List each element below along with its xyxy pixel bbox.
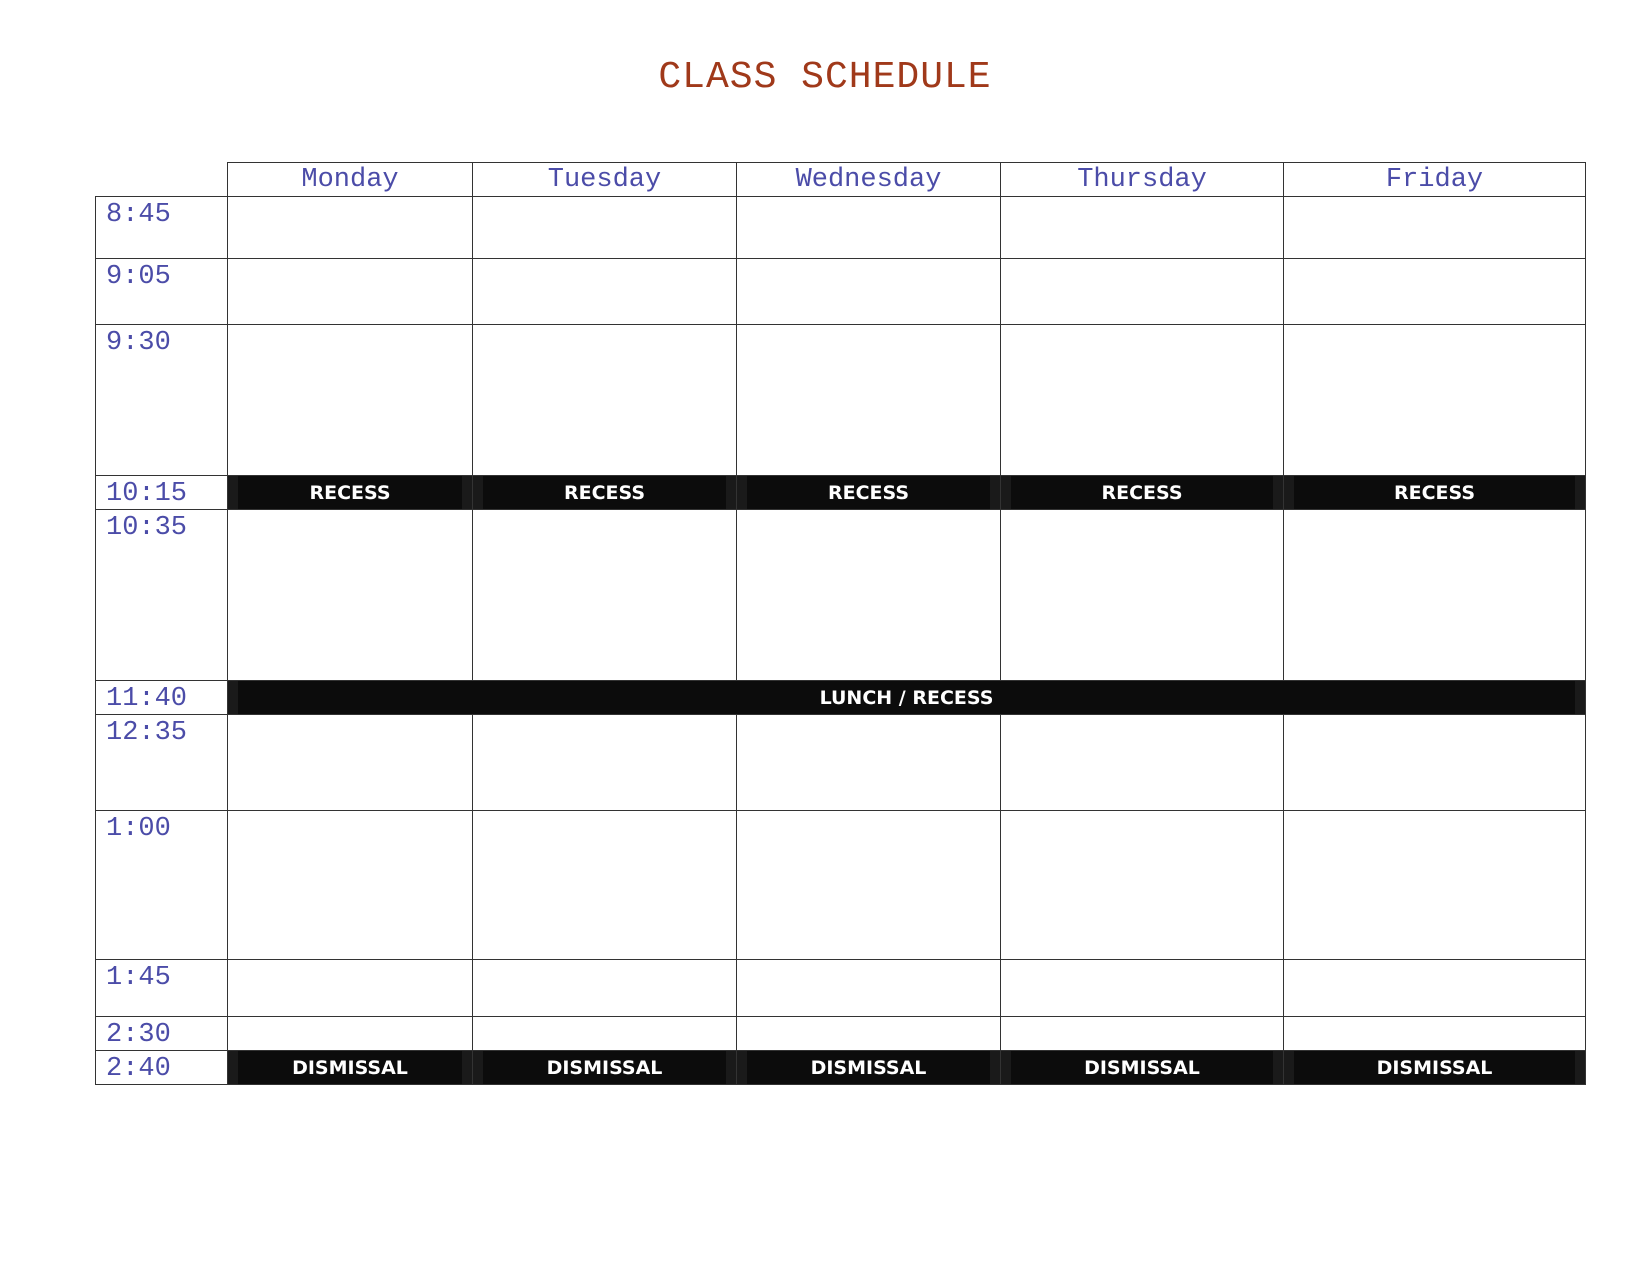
recess-bar-monday [228,476,473,510]
recess-bar-thursday [1001,476,1284,510]
schedule-cell-friday[interactable] [1284,197,1586,259]
schedule-cell-thursday[interactable] [1001,960,1284,1017]
bar-label: DISMISSAL [546,1056,663,1079]
schedule-row [96,197,1586,259]
schedule-cell-monday[interactable] [228,811,473,960]
schedule-cell-friday[interactable] [1284,1017,1586,1051]
time-label: 9:30 [96,325,228,476]
schedule-cell-tuesday[interactable] [473,811,737,960]
bar-label: DISMISSAL [810,1056,927,1079]
schedule-cell-friday[interactable] [1284,325,1586,476]
schedule-cell-wednesday[interactable] [737,811,1001,960]
bar-label: RECESS [1393,481,1476,504]
dismissal-bar-tuesday [473,1051,737,1085]
schedule-row [96,960,1586,1017]
schedule-cell-monday[interactable] [228,510,473,681]
schedule-cell-tuesday[interactable] [473,325,737,476]
schedule-row [96,681,1586,715]
schedule-cell-thursday[interactable] [1001,811,1284,960]
schedule-cell-wednesday[interactable] [737,197,1001,259]
schedule-cell-tuesday[interactable] [473,715,737,811]
schedule-cell-thursday[interactable] [1001,1017,1284,1051]
time-label: 8:45 [96,197,228,259]
recess-bar-friday [1284,476,1586,510]
schedule-cell-wednesday[interactable] [737,259,1001,325]
bar-label: LUNCH / RECESS [819,686,994,709]
time-label: 12:35 [96,715,228,811]
schedule-cell-wednesday[interactable] [737,325,1001,476]
schedule-cell-wednesday[interactable] [737,510,1001,681]
day-header-friday: Friday [1284,163,1586,197]
day-header-wednesday: Wednesday [737,163,1001,197]
schedule-table [95,162,1586,1085]
lunch-recess-bar [228,681,1586,715]
time-label: 10:35 [96,510,228,681]
time-label: 1:45 [96,960,228,1017]
schedule-cell-tuesday[interactable] [473,510,737,681]
schedule-cell-thursday[interactable] [1001,259,1284,325]
schedule-cell-monday[interactable] [228,960,473,1017]
bar-label: RECESS [309,481,391,504]
day-header-tuesday: Tuesday [473,163,737,197]
schedule-row [96,476,1586,510]
schedule-cell-monday[interactable] [228,197,473,259]
schedule-cell-thursday[interactable] [1001,197,1284,259]
schedule-row [96,715,1586,811]
recess-bar-tuesday [473,476,737,510]
schedule-cell-thursday[interactable] [1001,715,1284,811]
schedule-cell-wednesday[interactable] [737,715,1001,811]
schedule-cell-wednesday[interactable] [737,1017,1001,1051]
schedule-cell-monday[interactable] [228,259,473,325]
schedule-row [96,259,1586,325]
day-header-thursday: Thursday [1001,163,1284,197]
dismissal-bar-friday [1284,1051,1586,1085]
schedule-cell-friday[interactable] [1284,715,1586,811]
schedule-cell-friday[interactable] [1284,811,1586,960]
header-row [96,163,1586,197]
dismissal-bar-thursday [1001,1051,1284,1085]
schedule-cell-tuesday[interactable] [473,197,737,259]
time-label: 2:40 [96,1051,228,1085]
schedule-cell-thursday[interactable] [1001,510,1284,681]
schedule-cell-thursday[interactable] [1001,325,1284,476]
schedule-row [96,1051,1586,1085]
time-label: 11:40 [96,681,228,715]
bar-label: DISMISSAL [1084,1056,1200,1079]
schedule-row [96,1017,1586,1051]
bar-label: RECESS [563,481,646,504]
schedule-row [96,325,1586,476]
bar-label: RECESS [1101,481,1183,504]
day-header-monday: Monday [228,163,473,197]
schedule-cell-friday[interactable] [1284,259,1586,325]
schedule-cell-tuesday[interactable] [473,1017,737,1051]
time-label: 2:30 [96,1017,228,1051]
page-title: CLASS SCHEDULE [658,56,992,99]
bar-label: DISMISSAL [1376,1056,1493,1079]
schedule-row [96,811,1586,960]
schedule-cell-friday[interactable] [1284,510,1586,681]
header-corner [96,163,228,197]
schedule-cell-wednesday[interactable] [737,960,1001,1017]
dismissal-bar-monday [228,1051,473,1085]
schedule-cell-friday[interactable] [1284,960,1586,1017]
schedule-cell-tuesday[interactable] [473,259,737,325]
bar-label: DISMISSAL [292,1056,408,1079]
schedule-cell-monday[interactable] [228,715,473,811]
time-label: 9:05 [96,259,228,325]
time-label: 10:15 [96,476,228,510]
bar-label: RECESS [827,481,910,504]
time-label: 1:00 [96,811,228,960]
recess-bar-wednesday [737,476,1001,510]
schedule-cell-tuesday[interactable] [473,960,737,1017]
schedule-cell-monday[interactable] [228,325,473,476]
dismissal-bar-wednesday [737,1051,1001,1085]
schedule-cell-monday[interactable] [228,1017,473,1051]
schedule-row [96,510,1586,681]
